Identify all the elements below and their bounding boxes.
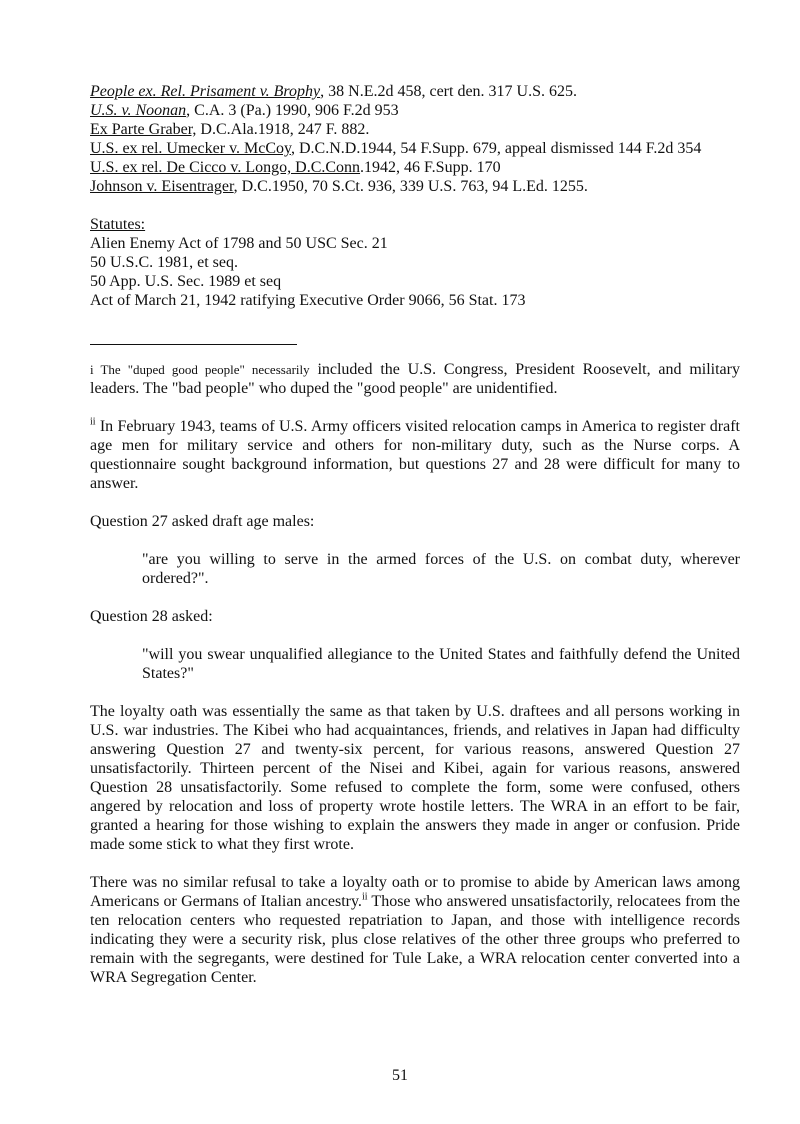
- citation: [90, 158, 740, 177]
- question-27-intro: Question 27 asked draft age males:: [90, 513, 315, 530]
- citation: [90, 139, 740, 158]
- footnote-marker: ii: [361, 891, 368, 903]
- refusal-paragraph: [90, 873, 740, 987]
- citation: [90, 120, 740, 139]
- statute-item: 50 App. U.S. Sec. 1989 et seq: [90, 273, 282, 290]
- citation: [90, 82, 740, 101]
- case-name: U.S. v. Noonan: [90, 102, 187, 119]
- case-name: U.S. ex rel. De Cicco v. Longo, D.C.Conn: [90, 159, 361, 176]
- question-27-quote: "are you willing to serve in the armed forces of the U.S. on combat duty, wherever ordered?".: [142, 551, 740, 587]
- question-28-intro: Question 28 asked:: [90, 608, 213, 625]
- page-number: 51: [392, 1067, 408, 1084]
- statute-item: 50 U.S.C. 1981, et seq.: [90, 254, 238, 271]
- citation-detail: , C.A. 3 (Pa.) 1990, 906 F.2d 953: [186, 102, 399, 119]
- footnote-marker: i: [90, 362, 94, 377]
- spacer: [90, 196, 740, 215]
- statutes-section: [90, 215, 740, 310]
- citation-list: [90, 82, 740, 196]
- question-28-quote: "will you swear unqualified allegiance to the United States and faithfully defend the United States?": [142, 646, 740, 682]
- footnote-marker: ii: [90, 416, 96, 428]
- citation-detail: , D.C.N.D.1944, 54 F.Supp. 679, appeal dismissed 144 F.2d 354: [290, 140, 702, 157]
- citation-detail: .1942, 46 F.Supp. 170: [360, 159, 501, 176]
- statutes-heading: Statutes:: [90, 216, 146, 233]
- citation: [90, 177, 740, 196]
- case-name: U.S. ex rel. Umecker v. McCoy: [90, 140, 291, 157]
- document-page: [90, 82, 740, 1006]
- citation-detail: D.C.Ala.1918, 247 F. 882.: [196, 121, 370, 138]
- paragraph-text: There was no similar refusal to take a loyalty oath or to promise to abide by American laws among Americans or Germans of Italian ancestry.: [90, 874, 740, 910]
- footnote-text: In February 1943, teams of U.S. Army officers visited relocation camps in America to register draft age men for military service and others for non-military duty, such as the Nurse corps. A questionnaire sought background information, but questions 27 and 28 were difficult for many to answer.: [90, 418, 740, 492]
- statute-item: Alien Enemy Act of 1798 and 50 USC Sec. 21: [90, 235, 388, 252]
- footnote-1: [90, 360, 740, 398]
- case-name: People ex. Rel. Prisament v. Brophy: [90, 83, 321, 100]
- citation-detail: , 38 N.E.2d 458, cert den. 317 U.S. 625.: [320, 83, 577, 100]
- loyalty-paragraph: The loyalty oath was essentially the same as that taken by U.S. draftees and all persons working in U.S. war industries. The Kibei who had acquaintances, friends, and relatives in Japan had difficulty answering Question 27 and twenty-six percent, for various reasons, answered Question 27 unsatisfactorily. Thirteen percent of the Nisei and Kibei, again for various reasons, answered Question 28 unsatisfactorily. Some refused to complete the form, some were confused, others angered by relocation and loss of property wrote hostile letters. The WRA in an effort to be fair, granted a hearing for those wishing to explain the answers they made in anger or confusion. Pride made some stick to what they first wrote.: [90, 703, 740, 853]
- footnote-divider: [90, 344, 297, 345]
- footnote-text-small: The "duped good people" necessarily: [93, 362, 310, 377]
- paragraph-text: Those who answered unsatisfactorily, relocatees from the ten relocation centers who requested repatriation to Japan, and those with intelligence records indicating they were a security risk, plus close relatives of the other three groups who preferred to remain with the segregants, were destined for Tule Lake, a WRA relocation center converted into a WRA Segregation Center.: [90, 893, 740, 986]
- citation-detail: , D.C.1950, 70 S.Ct. 936, 339 U.S. 763, 94 L.Ed. 1255.: [233, 178, 588, 195]
- statute-item: Act of March 21, 1942 ratifying Executive Order 9066, 56 Stat. 173: [90, 292, 526, 309]
- case-name: Ex Parte Graber,: [90, 121, 197, 138]
- case-name: Johnson v. Eisentrager: [90, 178, 234, 195]
- citation: [90, 101, 740, 120]
- footnote-2: [90, 417, 740, 493]
- footnote-text: included the U.S. Congress, President Roosevelt, and military leaders. The "bad people" who duped the "good people" are unidentified.: [90, 361, 740, 397]
